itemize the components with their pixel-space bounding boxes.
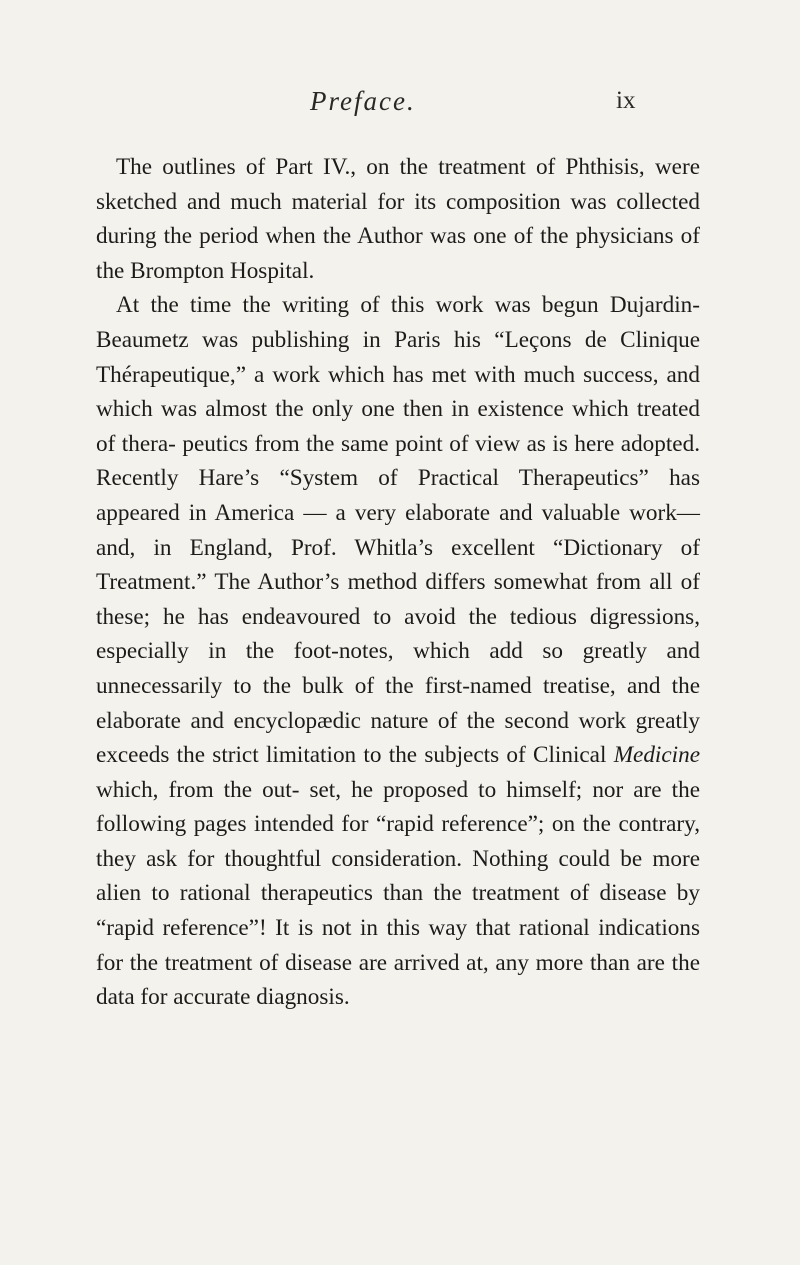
body-text: [96, 150, 700, 1015]
paragraph-2: [96, 288, 700, 1014]
paragraph-1-text: The outlines of Part IV., on the treatment of Phthisis, were sketched and much material for its composition was collected during the period when the Author was one of the physicians of the Brompton Hospital.: [96, 154, 700, 284]
page-number: ix: [616, 87, 636, 114]
paragraph-2-text-continued: which, from the out- set, he proposed to himself; nor are the following pages intended for “rapid reference”; on the contrary, they ask for thoughtful consideration. Nothing could be more alien to rational therapeutics than the treatment of disease by “rapid reference”! It is not in this way that rational indications for the treatment of disease are arrived at, any more than are the data for accurate diagnosis.: [96, 776, 700, 1011]
running-head-title: Preface.: [310, 86, 416, 116]
italic-medicine: Medicine: [613, 742, 700, 769]
running-head: [0, 86, 800, 126]
paragraph-2-text: At the time the writing of this work was begun Dujardin-Beaumetz was publishing in Paris his “Leçons de Clinique Thérapeutique,” a work which has met with much success, and which was almost the only one then in existence which treated of thera- peutics from the same point of view as is here adopted. Recently Hare’s “System of Practical Therapeutics” has appeared in America — a very elaborate and valuable work—and, in England, Prof. Whitla’s excellent “Dictionary of Treatment.” The Author’s method differs somewhat from all of these; he has endeavoured to avoid the tedious digressions, especially in the foot-notes, which add so greatly and unnecessarily to the bulk of the first-named treatise, and the elaborate and encyclopædic nature of the second work greatly exceeds the strict limitation to the subjects of Clinical: [96, 292, 700, 769]
paragraph-1: [96, 150, 700, 288]
